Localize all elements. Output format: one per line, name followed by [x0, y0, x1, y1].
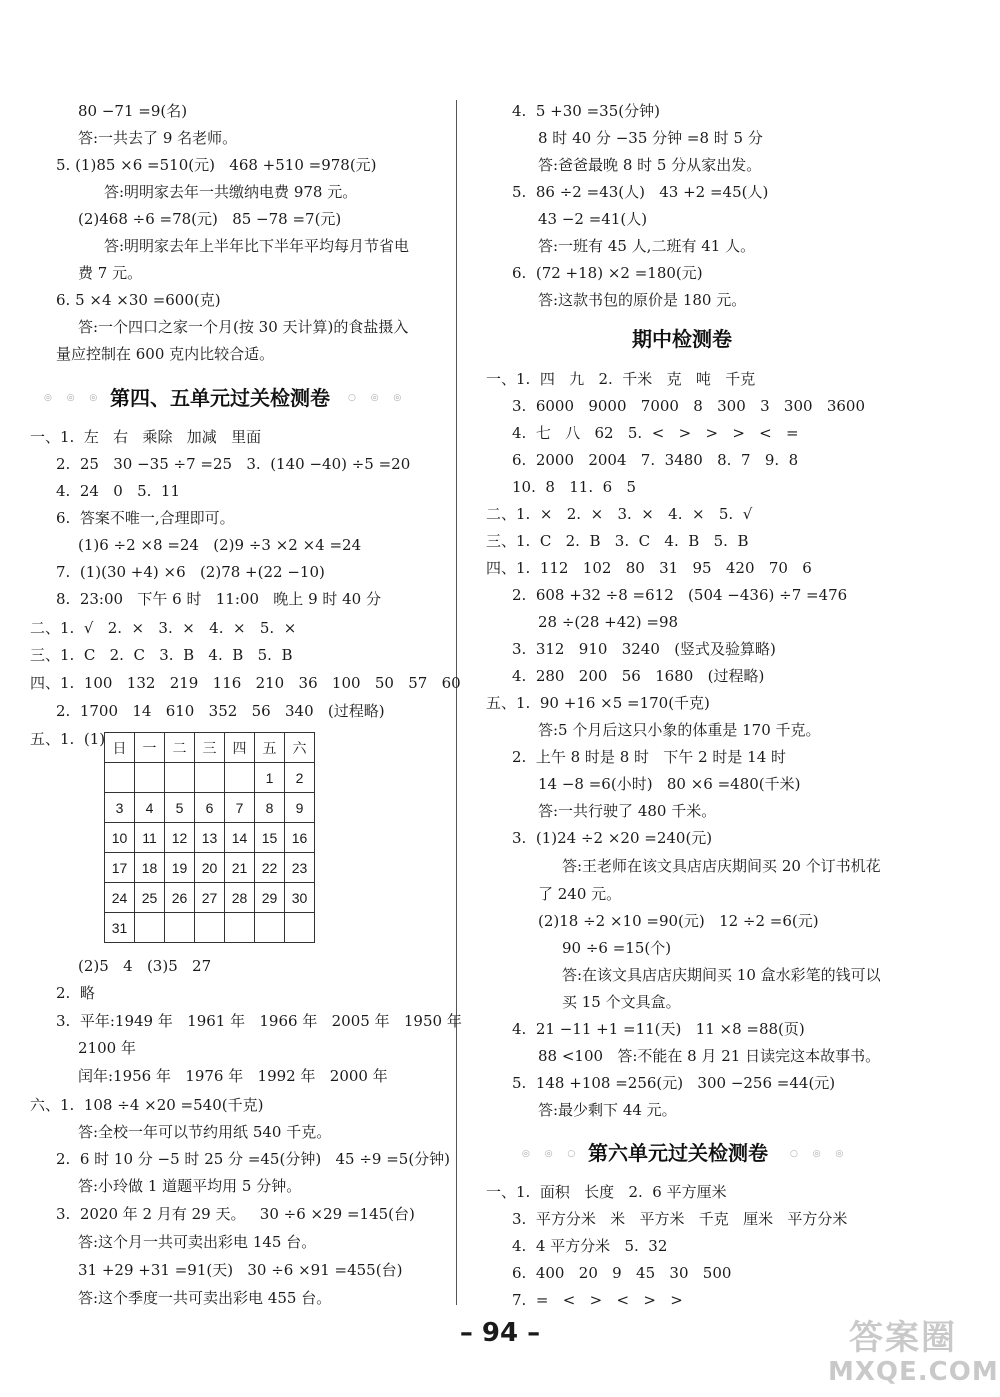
- text-line: 答:一共去了 9 名老师。: [78, 129, 238, 147]
- calendar-cell: 23: [285, 853, 315, 883]
- calendar-cell: [225, 763, 255, 793]
- calendar-header-cell: 四: [225, 733, 255, 763]
- text-line: 答:5 个月后这只小象的体重是 170 千克。: [538, 721, 821, 739]
- calendar-cell: 26: [165, 883, 195, 913]
- calendar-row: [105, 853, 315, 883]
- text-line: (2)18 ÷2 ×10 =90(元) 12 ÷2 =6(元): [538, 912, 819, 930]
- calendar-cell: [135, 763, 165, 793]
- text-line: 88 <100 答:不能在 8 月 21 日读完这本故事书。: [538, 1047, 881, 1065]
- text-line: 五、1. 90 +16 ×5 =170(千克): [486, 694, 710, 712]
- calendar-cell: 12: [165, 823, 195, 853]
- calendar-row: [105, 793, 315, 823]
- text-line: 4. 4 平方分米 5. 32: [512, 1237, 668, 1255]
- text-line: 一、1. 四 九 2. 千米 克 吨 千克: [486, 370, 756, 388]
- calendar-cell: 5: [165, 793, 195, 823]
- text-line: 答:一班有 45 人,二班有 41 人。: [538, 237, 756, 255]
- calendar-row: [105, 823, 315, 853]
- text-line: 4. 24 0 5. 11: [56, 482, 181, 500]
- text-line: 5. 86 ÷2 =43(人) 43 +2 =45(人): [512, 183, 769, 201]
- text-line: 2. 6 时 10 分 −5 时 25 分 =45(分钟) 45 ÷9 =5(分钟): [56, 1150, 451, 1168]
- text-line: 二、1. √ 2. × 3. × 4. × 5. ×: [30, 619, 297, 637]
- text-line: 5. 148 +108 =256(元) 300 −256 =44(元): [512, 1074, 836, 1092]
- calendar-cell: 9: [285, 793, 315, 823]
- calendar-cell: 15: [255, 823, 285, 853]
- calendar-cell: 19: [165, 853, 195, 883]
- calendar-cell: 17: [105, 853, 135, 883]
- text-line: 4. 21 −11 +1 =11(天) 11 ×8 =88(页): [512, 1020, 805, 1038]
- text-line: 80 −71 =9(名): [78, 102, 188, 120]
- calendar-header-cell: 六: [285, 733, 315, 763]
- text-line: 3. 312 910 3240 (竖式及验算略): [512, 640, 776, 658]
- calendar-cell: 6: [195, 793, 225, 823]
- text-line: 2100 年: [78, 1039, 136, 1057]
- calendar-cell: 11: [135, 823, 165, 853]
- calendar-row: [105, 883, 315, 913]
- section-title: 第六单元过关检测卷: [588, 1141, 768, 1165]
- text-line: 3. 平年:1949 年 1961 年 1966 年 2005 年 1950 年: [56, 1012, 462, 1030]
- calendar-cell: 25: [135, 883, 165, 913]
- decor-dots-icon: ◎ ◎ ◎ ○: [44, 393, 126, 403]
- calendar-table: [104, 732, 315, 943]
- text-line: 43 −2 =41(人): [538, 210, 648, 228]
- calendar-header-cell: 五: [255, 733, 285, 763]
- text-line: 6. 答案不唯一,合理即可。: [56, 509, 235, 527]
- watermark-text: 答案圈: [849, 1318, 957, 1358]
- calendar-header-cell: 二: [165, 733, 195, 763]
- watermark-logo: [828, 1318, 999, 1390]
- calendar-header-cell: 日: [105, 733, 135, 763]
- text-line: 14 −8 =6(小时) 80 ×6 =480(千米): [538, 775, 801, 793]
- text-line: 费 7 元。: [78, 264, 143, 282]
- calendar-cell: [255, 913, 285, 943]
- text-line: 答:全校一年可以节约用纸 540 千克。: [78, 1123, 332, 1141]
- calendar-cell: [285, 913, 315, 943]
- calendar-cell: 30: [285, 883, 315, 913]
- text-line: 答:王老师在该文具店店庆期间买 20 个订书机花: [562, 857, 881, 875]
- calendar-cell: 21: [225, 853, 255, 883]
- calendar-cell: [105, 763, 135, 793]
- text-line: (1)6 ÷2 ×8 =24 (2)9 ÷3 ×2 ×4 =24: [78, 536, 362, 554]
- calendar-cell: 13: [195, 823, 225, 853]
- section-title: 第四、五单元过关检测卷: [110, 386, 330, 410]
- text-line: 答:这个月一共可卖出彩电 145 台。: [78, 1233, 317, 1251]
- calendar-cell: 22: [255, 853, 285, 883]
- calendar-cell: 3: [105, 793, 135, 823]
- text-line: 3. 平方分米 米 平方米 千克 厘米 平方分米: [512, 1210, 848, 1228]
- calendar-cell: 29: [255, 883, 285, 913]
- text-line: 一、1. 左 右 乘除 加减 里面: [30, 428, 262, 446]
- text-line: (2)5 4 (3)5 27: [78, 957, 212, 975]
- calendar-cell: 31: [105, 913, 135, 943]
- text-line: 2. 略: [56, 984, 95, 1002]
- text-line: 闰年:1956 年 1976 年 1992 年 2000 年: [78, 1067, 388, 1085]
- calendar-cell: 27: [195, 883, 225, 913]
- text-line: 量应控制在 600 克内比较合适。: [56, 345, 275, 363]
- text-line: 6. (72 +18) ×2 =180(元): [512, 264, 703, 282]
- calendar-cell: 20: [195, 853, 225, 883]
- text-line: 5. (1)85 ×6 =510(元) 468 +510 =978(元): [56, 156, 377, 174]
- text-line: 28 ÷(28 +42) =98: [538, 613, 679, 631]
- text-line: 答:明明家去年上半年比下半年平均每月节省电: [104, 237, 410, 255]
- column-divider: [456, 100, 457, 1305]
- text-line: 答:这个季度一共可卖出彩电 455 台。: [78, 1289, 332, 1307]
- text-line: 8. 23:00 下午 6 时 11:00 晚上 9 时 40 分: [56, 590, 381, 608]
- text-line: 一、1. 面积 长度 2. 6 平方厘米: [486, 1183, 727, 1201]
- text-line: 答:一共行驶了 480 千米。: [538, 802, 717, 820]
- text-line: 90 ÷6 =15(个): [562, 939, 672, 957]
- text-line: (2)468 ÷6 =78(元) 85 −78 =7(元): [78, 210, 342, 228]
- text-line: 2. 25 30 −35 ÷7 =25 3. (140 −40) ÷5 =20: [56, 455, 411, 473]
- text-line: 31 +29 +31 =91(天) 30 ÷6 ×91 =455(台): [78, 1261, 403, 1279]
- decor-dots-icon: ◎ ◎ ○: [522, 1149, 582, 1159]
- calendar-cell: [165, 763, 195, 793]
- text-line: 7. (1)(30 +4) ×6 (2)78 +(22 −10): [56, 563, 325, 581]
- text-line: 6. 5 ×4 ×30 =600(克): [56, 291, 221, 309]
- calendar-cell: 10: [105, 823, 135, 853]
- calendar-cell: [135, 913, 165, 943]
- text-line: 答:最少剩下 44 元。: [538, 1101, 677, 1119]
- text-line: 六、1. 108 ÷4 ×20 =540(千克): [30, 1096, 264, 1114]
- text-line: 3. (1)24 ÷2 ×20 =240(元): [512, 829, 713, 847]
- text-line: 答:在该文具店店庆期间买 10 盒水彩笔的钱可以: [562, 966, 881, 984]
- text-line: 答:明明家去年一共缴纳电费 978 元。: [104, 183, 358, 201]
- text-line: 答:爸爸最晚 8 时 5 分从家出发。: [538, 156, 762, 174]
- calendar-cell: [225, 913, 255, 943]
- calendar-cell: 7: [225, 793, 255, 823]
- section-title: 期中检测卷: [632, 327, 732, 351]
- calendar-cell: 8: [255, 793, 285, 823]
- calendar-cell: 28: [225, 883, 255, 913]
- calendar-row: [105, 913, 315, 943]
- text-line: 了 240 元。: [538, 885, 622, 903]
- calendar-header-row: [105, 733, 315, 763]
- decor-dots-icon: ○ ◎ ◎: [790, 1149, 850, 1159]
- text-line: 二、1. × 2. × 3. × 4. × 5. √: [486, 505, 753, 523]
- text-line: 三、1. C 2. C 3. B 4. B 5. B: [30, 646, 293, 664]
- text-line: 4. 5 +30 =35(分钟): [512, 102, 660, 120]
- text-line: 四、1. 112 102 80 31 95 420 70 6: [486, 559, 812, 577]
- text-line: 7. = < > < > >: [512, 1291, 683, 1309]
- text-line: 3. 6000 9000 7000 8 300 3 300 3600: [512, 397, 866, 415]
- calendar-cell: [165, 913, 195, 943]
- text-line: 8 时 40 分 −35 分钟 =8 时 5 分: [538, 129, 763, 147]
- calendar-row: [105, 763, 315, 793]
- calendar-cell: 14: [225, 823, 255, 853]
- page-number: – 94 –: [459, 1318, 541, 1348]
- text-line: 4. 七 八 62 5. < > > > < =: [512, 424, 799, 442]
- calendar-cell: [195, 913, 225, 943]
- text-line: 4. 280 200 56 1680 (过程略): [512, 667, 765, 685]
- text-line: 四、1. 100 132 219 116 210 36 100 50 57 60: [30, 674, 461, 692]
- text-line: 2. 上午 8 时是 8 时 下午 2 时是 14 时: [512, 748, 787, 766]
- calendar-cell: 16: [285, 823, 315, 853]
- calendar-header-cell: 三: [195, 733, 225, 763]
- text-line: 答:这款书包的原价是 180 元。: [538, 291, 747, 309]
- text-line: 3. 2020 年 2 月有 29 天。 30 ÷6 ×29 =145(台): [56, 1205, 415, 1223]
- text-line: 6. 400 20 9 45 30 500: [512, 1264, 732, 1282]
- calendar-cell: 2: [285, 763, 315, 793]
- text-line: 6. 2000 2004 7. 3480 8. 7 9. 8: [512, 451, 799, 469]
- text-line: 10. 8 11. 6 5: [512, 478, 637, 496]
- calendar-cell: 4: [135, 793, 165, 823]
- text-line: 答:一个四口之家一个月(按 30 天计算)的食盐摄入: [78, 318, 409, 336]
- text-line: 答:小玲做 1 道题平均用 5 分钟。: [78, 1177, 302, 1195]
- watermark-domain: MXQE.COM: [828, 1357, 999, 1387]
- text-line: 买 15 个文具盒。: [562, 993, 681, 1011]
- text-line: 2. 608 +32 ÷8 =612 (504 −436) ÷7 =476: [512, 586, 848, 604]
- calendar-cell: 24: [105, 883, 135, 913]
- text-line: 三、1. C 2. B 3. C 4. B 5. B: [486, 532, 749, 550]
- text-line: 2. 1700 14 610 352 56 340 (过程略): [56, 702, 385, 720]
- calendar-header-cell: 一: [135, 733, 165, 763]
- decor-dots-icon: ○ ◎ ◎: [348, 393, 408, 403]
- calendar-cell: [195, 763, 225, 793]
- calendar-cell: 1: [255, 763, 285, 793]
- text-line: 五、1. (1): [30, 730, 106, 748]
- calendar-cell: 18: [135, 853, 165, 883]
